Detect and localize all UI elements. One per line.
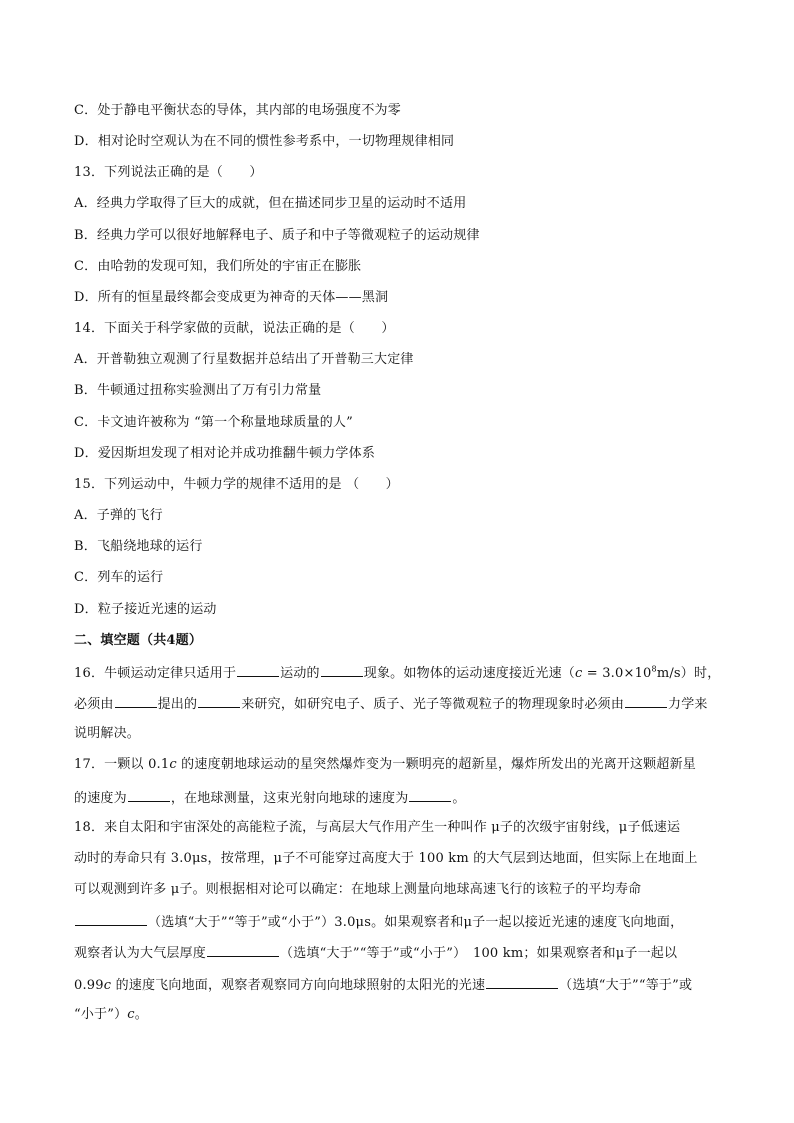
q18-line-4 <box>74 911 724 931</box>
q16-text: 力学来 <box>668 697 708 712</box>
q16-blank-4[interactable] <box>198 693 240 708</box>
q15-option-d: D．粒子接近光速的运动 <box>74 602 217 617</box>
q18-line-7 <box>74 1005 724 1025</box>
q16-text: 必须由 <box>74 697 114 712</box>
q14-option-c: C．卡文迪许被称为 “第一个称量地球质量的人” <box>74 415 353 430</box>
q14-option-a: A．开普勒独立观测了行星数据并总结出了开普勒三大定律 <box>74 352 414 367</box>
q17-blank-1[interactable] <box>128 787 170 802</box>
q15-option-b: B．飞船绕地球的运行 <box>74 539 203 554</box>
q15-option-c: C．列车的运行 <box>74 570 164 585</box>
q16-blank-5[interactable] <box>625 693 667 708</box>
q15-option-a: A．子弹的飞行 <box>74 508 163 523</box>
q18-blank-3[interactable] <box>486 974 558 989</box>
section-fill-in-title: 二、填空题（共4题） <box>74 633 203 648</box>
q18-line-3: 可以观测到许多 μ子。则根据相对论可以确定：在地球上测量向地球高速飞行的该粒子的平均寿命 <box>74 882 642 897</box>
q16-line-3: 说明解决。 <box>74 726 141 741</box>
q18-text: 观察者认为大气层厚度 <box>74 946 207 961</box>
q18-line-5 <box>74 942 724 962</box>
q13-option-c: C．由哈勃的发现可知，我们所处的宇宙正在膨胀 <box>74 259 362 274</box>
q12-option-d: D．相对论时空观认为在不同的惯性参考系中，一切物理规律相同 <box>74 134 455 149</box>
q17-text: 。 <box>452 791 466 806</box>
speed-of-light-symbol: c <box>574 666 583 681</box>
q16-text: 现象。如物体的运动速度接近光速（ <box>363 666 575 681</box>
q13-option-b: B．经典力学可以很好地解释电子、质子和中子等微观粒子的运动规律 <box>74 228 480 243</box>
q15-stem: 15．下列运动中，牛顿力学的规律不适用的是 （ ） <box>74 477 399 492</box>
q17-text: 17．一颗以 0.1 <box>74 757 170 772</box>
q18-line-2: 动时的寿命只有 3.0μs，按常理，μ子不可能穿过高度大于 100 km 的大气层到达地面，但实际上在地面上 <box>74 851 698 866</box>
q17-text: 的速度朝地球运动的星突然爆炸变为一颗明亮的超新星，爆炸所发出的光离开这颗超新星 <box>176 757 696 772</box>
q16-blank-3[interactable] <box>115 693 157 708</box>
speed-of-light-symbol: c <box>127 1007 135 1022</box>
q16-line-2 <box>74 693 724 713</box>
q16-text: 来研究，如研究电子、质子、光子等微观粒子的物理现象时必须由 <box>241 697 625 712</box>
q16-blank-1[interactable] <box>237 662 279 677</box>
q17-text: ，在地球测量，这束光射向地球的速度为 <box>170 791 409 806</box>
q17-line-2 <box>74 787 724 807</box>
q18-text: （选填“大于”“等于”或“小于”）3.0μs。如果观察者和μ子一起以接近光速的速度飞向地面， <box>148 915 684 930</box>
q18-line-6 <box>74 974 724 994</box>
q17-line-1 <box>74 755 724 775</box>
q18-text: （选填“大于”“等于”或 <box>559 978 693 993</box>
q18-blank-1[interactable] <box>75 911 147 926</box>
q16-exponent: 8 <box>651 664 657 674</box>
q14-option-d: D．爱因斯坦发现了相对论并成功推翻牛顿力学体系 <box>74 446 376 461</box>
q18-line-1: 18．来自太阳和宇宙深处的高能粒子流，与高层大气作用产生一种叫作 μ子的次级宇宙射线，μ子低速运 <box>74 820 681 835</box>
q16-text: 提出的 <box>157 697 198 712</box>
speed-of-light-symbol: c <box>169 757 177 772</box>
q12-option-c: C．处于静电平衡状态的导体，其内部的电场强度不为零 <box>74 103 401 118</box>
q18-text: （选填“大于”“等于”或“小于”） 100 km；如果观察者和μ子一起以 <box>280 946 678 961</box>
q14-stem: 14．下面关于科学家做的贡献，说法正确的是（ ） <box>74 321 395 336</box>
q18-text: “小于”） <box>74 1007 128 1022</box>
q16-text: m/s）时， <box>656 666 721 681</box>
q14-option-b: B．牛顿通过扭称实验测出了万有引力常量 <box>74 383 322 398</box>
q18-text: 0.99 <box>74 978 104 993</box>
q13-option-d: D．所有的恒星最终都会变成更为神奇的天体——黑洞 <box>74 290 389 305</box>
q18-text: 的速度飞向地面，观察者观察同方向向地球照射的太阳光的光速 <box>111 978 486 993</box>
speed-of-light-symbol: c <box>103 978 112 993</box>
q17-blank-2[interactable] <box>409 787 451 802</box>
q17-text: 的速度为 <box>74 791 127 806</box>
q18-text: 。 <box>134 1007 148 1022</box>
q16-line-1 <box>74 662 724 682</box>
q13-option-a: A．经典力学取得了巨大的成就，但在描述同步卫星的运动时不适用 <box>74 196 467 211</box>
q16-text: 16．牛顿运动定律只适用于 <box>74 666 237 681</box>
q16-text: 运动的 <box>280 666 320 681</box>
q13-stem: 13．下列说法正确的是（ ） <box>74 165 263 180</box>
q16-blank-2[interactable] <box>321 662 363 677</box>
q16-text: = 3.0×10 <box>582 666 652 681</box>
q18-blank-2[interactable] <box>207 942 279 957</box>
